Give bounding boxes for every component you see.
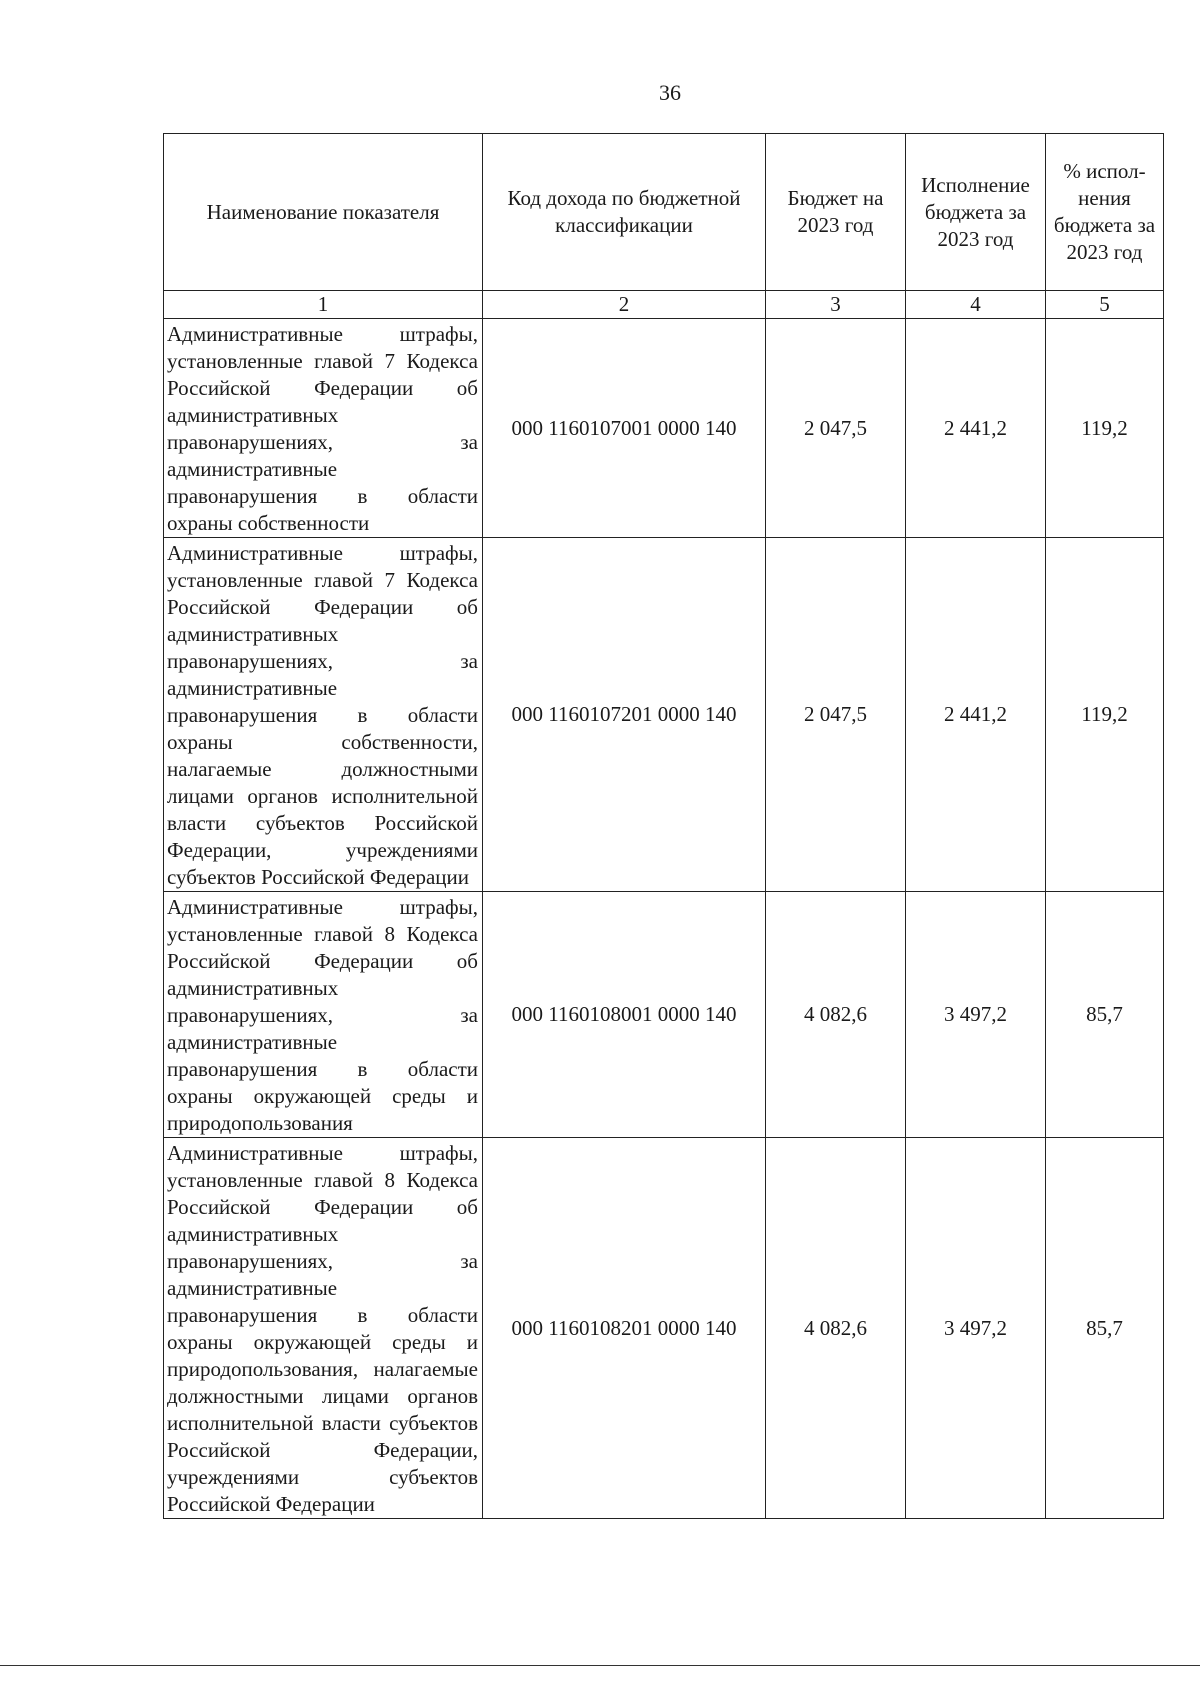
- column-number: 4: [906, 291, 1046, 319]
- header-budget-2023: Бюджет на 2023 год: [766, 134, 906, 291]
- header-indicator-name: Наименование показателя: [164, 134, 483, 291]
- column-number-row: [164, 291, 1164, 319]
- indicator-name-cell: Административные штрафы, установленные главой 7 Кодекса Российской Федерации об административных правонарушениях, за административные правонарушения в области охраны собственности: [164, 319, 483, 538]
- execution-cell: 3 497,2: [906, 892, 1046, 1138]
- budget-cell: 4 082,6: [766, 892, 906, 1138]
- table-row: [164, 319, 1164, 538]
- budget-execution-table: [163, 133, 1164, 1519]
- header-execution-percent: % испол-нения бюджета за 2023 год: [1046, 134, 1164, 291]
- table-header-row: [164, 134, 1164, 291]
- bottom-divider: [0, 1665, 1200, 1666]
- budget-cell: 4 082,6: [766, 1138, 906, 1519]
- income-code-cell: 000 1160108001 0000 140: [483, 892, 766, 1138]
- page-number: 36: [659, 80, 681, 105]
- percent-cell: 85,7: [1046, 892, 1164, 1138]
- income-code-cell: 000 1160107001 0000 140: [483, 319, 766, 538]
- income-code-cell: 000 1160108201 0000 140: [483, 1138, 766, 1519]
- table-row: [164, 538, 1164, 892]
- percent-cell: 119,2: [1046, 538, 1164, 892]
- column-number: 1: [164, 291, 483, 319]
- indicator-name-cell: Административные штрафы, установленные главой 8 Кодекса Российской Федерации об административных правонарушениях, за административные правонарушения в области охраны окружающей среды и природопользования, налагаемые должностными лицами органов исполнительной власти субъектов Российской Федерации, учреждениями субъектов Российской Федерации: [164, 1138, 483, 1519]
- table-row: [164, 892, 1164, 1138]
- execution-cell: 2 441,2: [906, 319, 1046, 538]
- column-number: 2: [483, 291, 766, 319]
- percent-cell: 119,2: [1046, 319, 1164, 538]
- indicator-name-cell: Административные штрафы, установленные главой 7 Кодекса Российской Федерации об административных правонарушениях, за административные правонарушения в области охраны собственности, налагаемые должностными лицами органов исполнительной власти субъектов Российской Федерации, учреждениями субъектов Российской Федерации: [164, 538, 483, 892]
- budget-cell: 2 047,5: [766, 319, 906, 538]
- table-row: [164, 1138, 1164, 1519]
- column-number: 3: [766, 291, 906, 319]
- execution-cell: 2 441,2: [906, 538, 1046, 892]
- column-number: 5: [1046, 291, 1164, 319]
- execution-cell: 3 497,2: [906, 1138, 1046, 1519]
- indicator-name-cell: Административные штрафы, установленные главой 8 Кодекса Российской Федерации об административных правонарушениях, за административные правонарушения в области охраны окружающей среды и природопользования: [164, 892, 483, 1138]
- income-code-cell: 000 1160107201 0000 140: [483, 538, 766, 892]
- budget-cell: 2 047,5: [766, 538, 906, 892]
- header-execution-2023: Исполнение бюджета за 2023 год: [906, 134, 1046, 291]
- header-income-code: Код дохода по бюджетной классификации: [483, 134, 766, 291]
- percent-cell: 85,7: [1046, 1138, 1164, 1519]
